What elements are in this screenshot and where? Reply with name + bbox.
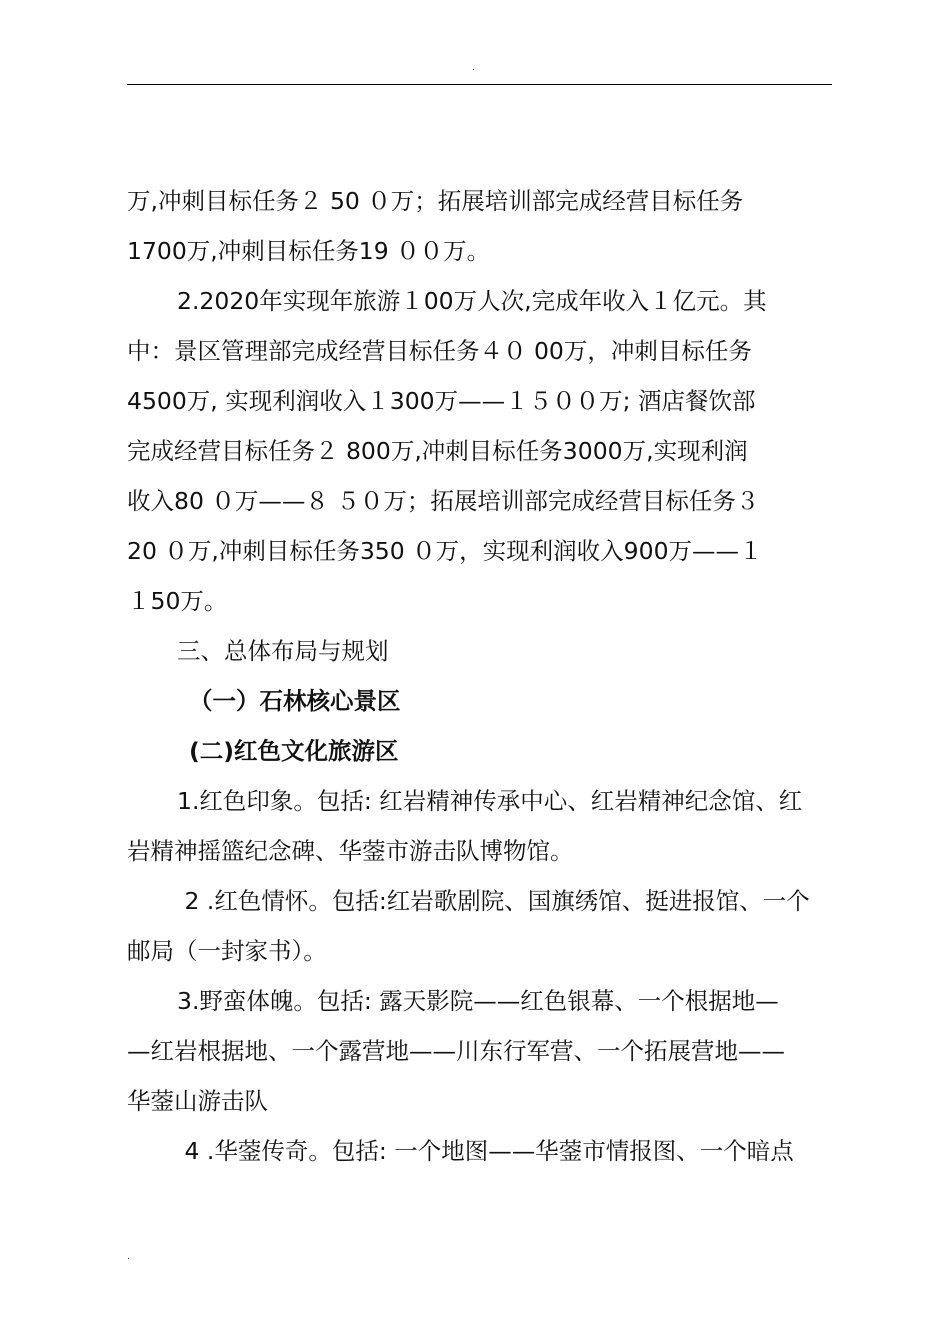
- paragraph-line: 收入80 ０万——８ ５０万；拓展培训部完成经营目标任务３: [127, 487, 760, 515]
- paragraph-line: 邮局（一封家书）。: [127, 937, 327, 965]
- subsection-heading: （一）石林核心景区: [189, 687, 401, 715]
- paragraph-line: 岩精神摇篮纪念碑、华蓥市游击队博物馆。: [127, 837, 574, 865]
- header-rule: [127, 84, 832, 85]
- paragraph-line: 中：景区管理部完成经营目标任务４０ 00万，冲刺目标任务: [127, 337, 752, 365]
- paragraph-line: 完成经营目标任务２ 800万,冲刺目标任务3000万,实现利润: [127, 437, 748, 465]
- paragraph-line: 20 ０万,冲刺目标任务350 ０万，实现利润收入900万——１: [127, 537, 763, 565]
- subsection-heading: (二)红色文化旅游区: [189, 737, 399, 765]
- paragraph-line: —红岩根据地、一个露营地——川东行军营、一个拓展营地——: [127, 1037, 785, 1065]
- paragraph-line: 万,冲刺目标任务２ 50 ０万；拓展培训部完成经营目标任务: [127, 187, 744, 215]
- paragraph-line: 2.2020年实现年旅游１00万人次,完成年收入１亿元。其: [177, 287, 767, 315]
- paragraph-line: 2 .红色情怀。包括:红岩歌剧院、国旗绣馆、挺进报馆、一个: [177, 887, 810, 915]
- section-heading: 三、总体布局与规划: [177, 637, 389, 665]
- document-body: [127, 176, 837, 1176]
- paragraph-line: 华蓥山游击队: [127, 1087, 268, 1115]
- paragraph-line: 3.野蛮体魄。包括: 露天影院——红色银幕、一个根据地—: [177, 987, 779, 1015]
- header-mark: .: [472, 62, 476, 73]
- paragraph-line: 4 .华蓥传奇。包括: 一个地图——华蓥市情报图、一个暗点: [177, 1137, 794, 1165]
- paragraph-line: 4500万, 实现利润收入１300万——１５００万; 酒店餐饮部: [127, 387, 756, 415]
- paragraph-line: 1700万,冲刺目标任务19 ００万。: [127, 237, 491, 265]
- paragraph-line: 1.红色印象。包括: 红岩精神传承中心、红岩精神纪念馆、红: [177, 787, 803, 815]
- footer-mark: .: [127, 1251, 131, 1262]
- paragraph-line: １50万。: [127, 587, 228, 615]
